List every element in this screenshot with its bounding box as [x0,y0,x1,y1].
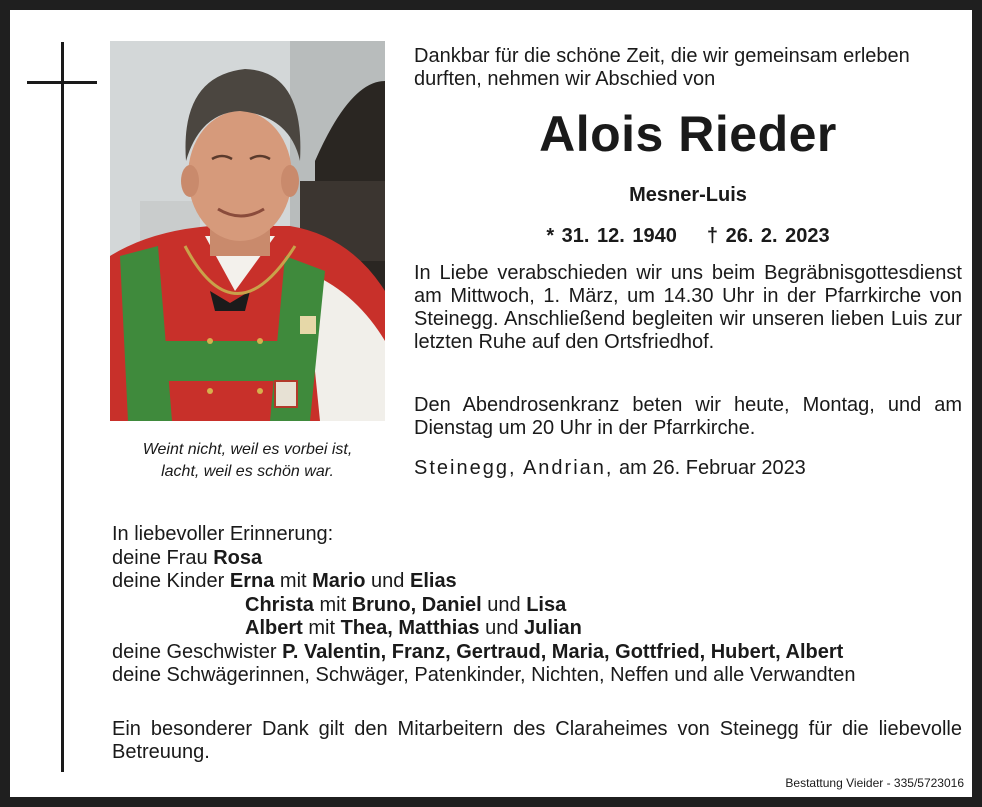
family-heading: In liebevoller Erinnerung: [112,523,334,545]
death-date: † 26. 2. 2023 [706,225,830,247]
nickname: Mesner-Luis [629,184,747,206]
child-partner: Mario [312,570,366,592]
birth-date: * 31. 12. 1940 [546,225,677,247]
connector-text: mit [279,570,307,592]
memorial-quote [110,439,385,483]
connector-text: mit [308,617,336,639]
child-partner: Thea, Matthias [340,617,480,639]
funeral-text: In Liebe verabschieden wir uns beim Begräbnisgottesdienst am Mittwoch, 1. März, um 14.30 Uhr in der Pfarrkirche von Steinegg. Anschließend begleiten wir unseren lieben Luis zur letzten Ruhe auf den Ortsfriedhof. [414,262,962,353]
rosary-text: Den Abendrosenkranz beten wir heute, Montag, und am Dienstag um 20 Uhr in der Pfarrkirche. [414,394,962,439]
portrait-photo [110,41,385,421]
family-row-child [112,594,962,618]
quote-line-2: lacht, weil es schön war. [161,463,334,480]
place-and-date [414,457,962,480]
cross-horizontal-bar [27,81,97,84]
child-name: Erna [229,570,275,592]
connector-text: und [485,617,519,639]
place-location: Steinegg, Andrian, [414,457,614,479]
children-prefix: deine Kinder [112,570,225,592]
wife-name: Rosa [213,546,263,569]
funeral-home-footer: Bestattung Vieider - 335/5723016 [785,776,964,790]
child-kids: Lisa [526,593,567,616]
life-dates [414,223,962,249]
thanks-text: Ein besonderer Dank gilt den Mitarbeitern des Claraheimes von Steinegg für die liebevolle Betreuung. [112,718,962,763]
child-name: Christa [245,593,314,616]
child-partner: Bruno, Daniel [351,593,482,616]
siblings-prefix: deine Geschwister [112,640,277,663]
siblings-names: P. Valentin, Franz, Gertraud, Maria, Gottfried, Hubert, Albert [282,640,844,663]
family-row-child [112,617,962,641]
family-row-others: deine Schwägerinnen, Schwäger, Patenkinder, Nichten, Neffen und alle Verwandten [112,664,856,686]
cross-vertical-bar [61,42,64,772]
quote-line-1: Weint nicht, weil es vorbei ist, [142,441,353,458]
deceased-name: Alois Rieder [539,106,837,162]
wife-prefix: deine Frau [112,546,208,569]
intro-text: Dankbar für die schöne Zeit, die wir gemeinsam erleben durften, nehmen wir Abschied von [414,45,910,90]
connector-text: und [487,593,521,616]
family-list [112,523,962,688]
child-kids: Julian [524,617,582,639]
connector-text: und [371,570,405,592]
obituary-card [10,10,972,797]
place-date: am 26. Februar 2023 [619,457,806,479]
family-row-child [112,570,962,594]
child-name: Albert [245,617,303,639]
family-row-siblings [112,641,962,665]
family-row-wife [112,547,962,571]
child-kids: Elias [409,570,457,592]
connector-text: mit [319,593,347,616]
